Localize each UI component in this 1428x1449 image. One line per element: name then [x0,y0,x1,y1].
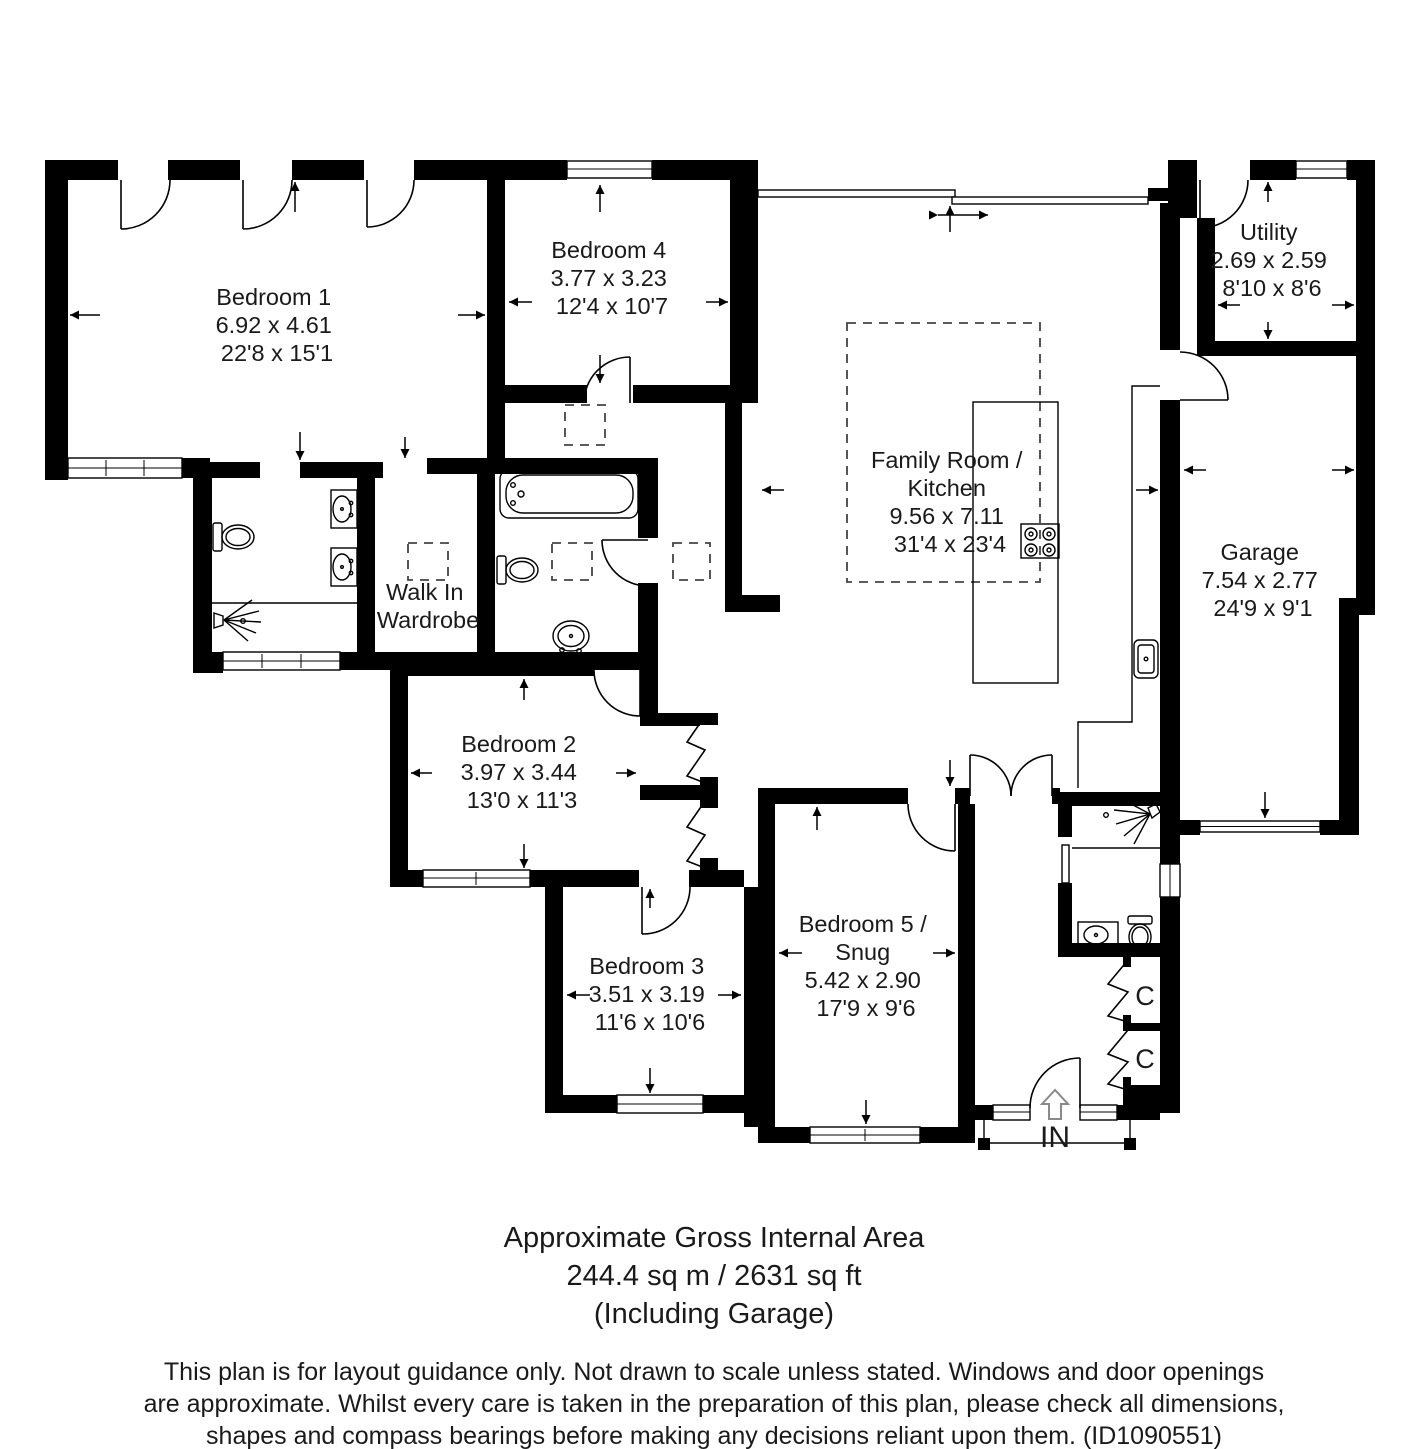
window-entrance-right [1080,1105,1117,1120]
footer-disclaimer-line3: shapes and compass bearings before making any decisions reliant upon them. (ID1090551) [206,1422,1222,1449]
window-bedroom1 [68,458,182,478]
room-label-utility: Utility 2.69 x 2.59 8'10 x 8'6 [1210,219,1327,301]
bathroom-fixtures [497,470,638,653]
room-label-family-room-kitchen: Family Room / Kitchen 9.56 x 7.11 31'4 x 23'4 [871,447,1023,557]
window-bedroom4 [567,161,652,178]
window-bedroom2 [423,870,530,887]
room-label-bedroom-5-snug: Bedroom 5 / Snug 5.42 x 2.90 17'9 x 9'6 [798,911,927,1021]
toilet-icon [497,556,506,584]
shower-room-fixtures [1072,798,1160,950]
room-label-walk-in-wardrobe: Walk In Wardrobe [376,579,480,633]
closet-label-2: C [1135,1044,1155,1074]
room-label-bedroom-2: Bedroom 2 3.97 x 3.44 13'0 x 11'3 [460,731,578,813]
ensuite-fixtures [212,490,357,641]
footer-area-note: (Including Garage) [593,1298,835,1330]
window-entrance-left [993,1105,1030,1120]
entrance-arrow-icon [1042,1090,1068,1119]
window-ensuite [223,652,340,670]
footer-disclaimer-line2: are approximate. Whilst every care is taken in the preparation of this plan, please check all dimensions, [143,1390,1285,1418]
garage-door [1200,821,1320,832]
window-utility [1296,161,1347,178]
entrance-label: IN [1040,1121,1070,1154]
footer-area-title: Approximate Gross Internal Area [503,1222,925,1254]
bathtub-icon [500,470,638,518]
room-label-garage: Garage 7.54 x 2.77 24'9 x 9'1 [1201,539,1318,621]
shower-icon [214,600,261,641]
room-label-bedroom-3: Bedroom 3 3.51 x 3.19 11'6 x 10'6 [588,953,706,1035]
footer-area-value: 244.4 sq m / 2631 sq ft [566,1260,862,1292]
room-label-bedroom-1: Bedroom 1 6.92 x 4.61 22'8 x 15'1 [215,284,334,366]
kitchen-counter [1078,386,1160,788]
window-shower-room [1160,864,1180,897]
footer [144,1222,1285,1449]
sliding-doors-family-room [758,190,1148,204]
toilet-icon [213,523,222,551]
room-label-bedroom-4: Bedroom 4 3.77 x 3.23 12'4 x 10'7 [550,237,669,319]
closet-label-1: C [1135,981,1155,1011]
sliding-door-shower-room [1062,845,1069,883]
window-bedroom3 [617,1095,703,1113]
window-bedroom5 [810,1127,920,1143]
toilet-icon [1128,916,1152,924]
skylight-outlines [408,405,710,580]
footer-disclaimer-line1: This plan is for layout guidance only. Not drawn to scale unless stated. Windows and door openings [163,1358,1265,1386]
